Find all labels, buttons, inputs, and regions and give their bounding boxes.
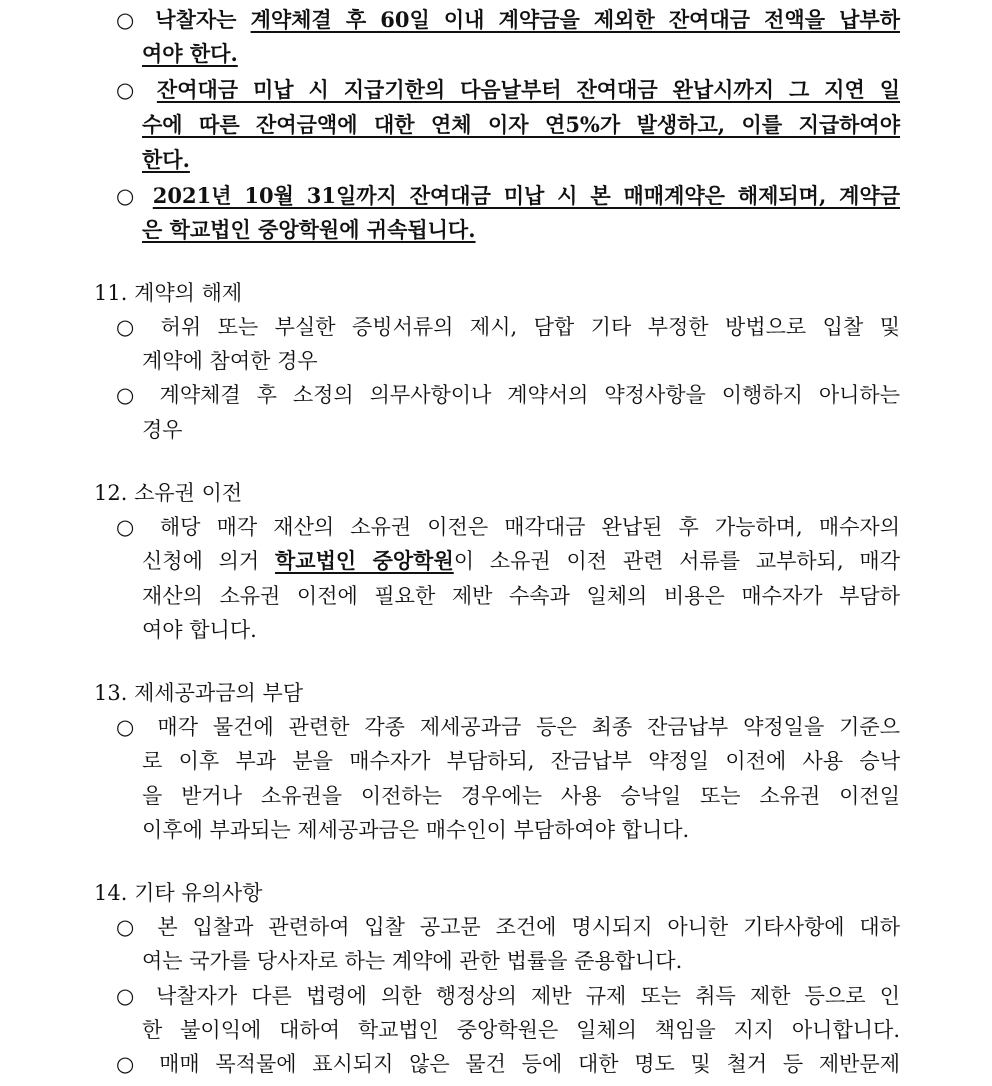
s13-heading: 13. 제세공과금의 부담 [94, 681, 304, 705]
s10-bullet3-line2 [142, 218, 900, 242]
s14-bullet2-line2: 한 불이익에 대하여 학교법인 중앙학원은 일체의 책임을 지지 아니합니다. [142, 1018, 900, 1042]
s11-bullet2-line1: ○ 계약체결 후 소정의 의무사항이나 계약서의 약정사항을 이행하지 아니하는 [116, 383, 900, 407]
s10-bullet1-line2 [142, 42, 900, 66]
s10-bullet2-line2-text: 수에 따른 잔여금액에 대한 연체 이자 연5%가 발생하고, 이를 지급하여야 [142, 112, 900, 137]
s10-bullet3-prefix: ○ [116, 183, 153, 208]
s12-heading: 12. 소유권 이전 [94, 481, 243, 505]
s13-bullet1-line2: 로 이후 부과 분을 매수자가 부담하되, 잔금납부 약정일 이전에 사용 승낙 [142, 749, 900, 773]
s12-bullet1-line2 [142, 549, 900, 573]
s12-bullet1-line1: ○ 해당 매각 재산의 소유권 이전은 매각대금 완납된 후 가능하며, 매수자의 [116, 515, 900, 539]
s11-bullet2-line2: 경우 [142, 418, 183, 442]
s13-bullet1-line3: 을 받거나 소유권을 이전하는 경우에는 사용 승낙일 또는 소유권 이전일 [142, 784, 900, 808]
s12-bullet1-line3: 재산의 소유권 이전에 필요한 제반 수속과 일체의 비용은 매수자가 부담하 [142, 584, 900, 608]
s13-bullet1-line1: ○ 매각 물건에 관련한 각종 제세공과금 등은 최종 잔금납부 약정일을 기준으 [116, 715, 900, 739]
s10-bullet3-line1 [116, 184, 900, 208]
s11-heading: 11. 계약의 해제 [94, 281, 243, 305]
s14-bullet3-line1: ○ 매매 목적물에 표시되지 않은 물건 등에 대한 명도 및 철거 등 제반문제 [116, 1052, 900, 1076]
s11-bullet1-line2: 계약에 참여한 경우 [142, 349, 318, 373]
s10-bullet2-line1 [116, 78, 900, 102]
s10-bullet2-underlined: 잔여대금 미납 시 지급기한의 다음날부터 잔여대금 완납시까지 그 지연 일 [156, 77, 900, 102]
s12-bullet1-line4: 여야 합니다. [142, 618, 257, 642]
s12-bullet1-line2-post: 이 소유권 이전 관련 서류를 교부하되, 매각 [453, 549, 900, 573]
s13-bullet1-line4: 이후에 부과되는 제세공과금은 매수인이 부담하여야 합니다. [142, 818, 690, 842]
s12-school-name-underlined: 학교법인 중앙학원 [275, 548, 454, 573]
s10-bullet2-line3 [142, 148, 900, 172]
s10-bullet1-line1 [116, 8, 900, 32]
s14-bullet1-line1: ○ 본 입찰과 관련하여 입찰 공고문 조건에 명시되지 아니한 기타사항에 대하 [116, 915, 900, 939]
s10-bullet2-line2 [142, 113, 900, 137]
s10-bullet1-underlined: 계약체결 후 60일 이내 계약금을 제외한 잔여대금 전액을 납부하 [250, 7, 900, 32]
s11-bullet1-line1: ○ 허위 또는 부실한 증빙서류의 제시, 담합 기타 부정한 방법으로 입찰 및 [116, 315, 900, 339]
s10-bullet3-underlined: 2021년 10월 31일까지 잔여대금 미납 시 본 매매계약은 해제되며, 계약금 [152, 183, 900, 208]
s14-bullet1-line2: 여는 국가를 당사자로 하는 계약에 관한 법률을 준용합니다. [142, 949, 683, 973]
s10-bullet1-prefix: ○ 낙찰자는 [116, 7, 251, 32]
s10-bullet2-prefix: ○ [116, 77, 157, 102]
s10-bullet2-line3-text: 한다. [142, 147, 190, 172]
s10-bullet3-line2-text: 은 학교법인 중앙학원에 귀속됩니다. [142, 217, 476, 242]
s14-heading: 14. 기타 유의사항 [94, 881, 263, 905]
s10-bullet1-line2-text: 여야 한다. [142, 41, 238, 66]
s12-bullet1-line2-pre: 신청에 의거 [142, 549, 276, 573]
s14-bullet2-line1: ○ 낙찰자가 다른 법령에 의한 행정상의 제반 규제 또는 취득 제한 등으로 인 [116, 984, 900, 1008]
